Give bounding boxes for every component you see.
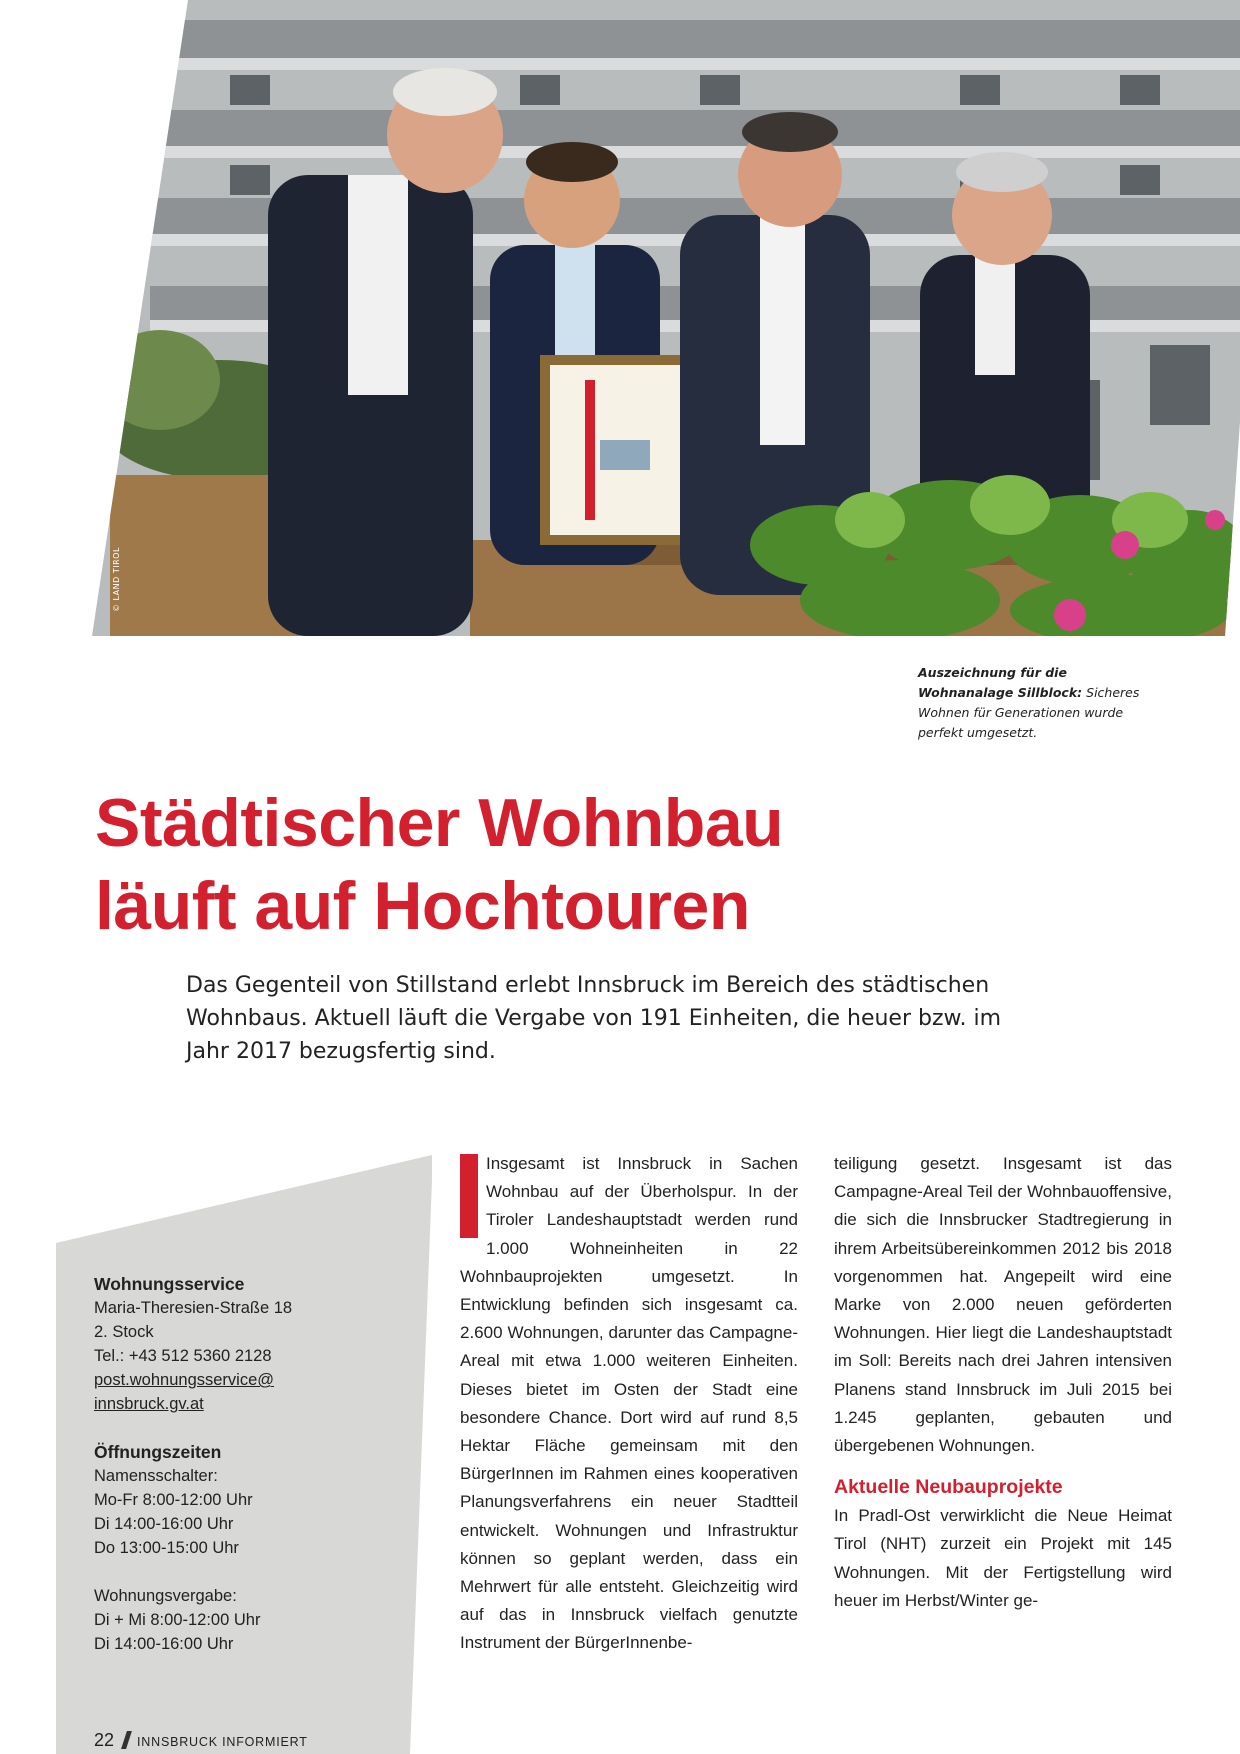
service-info bbox=[94, 1272, 394, 1656]
body-column-1 bbox=[460, 1150, 798, 1658]
counter-label: Namensschalter: bbox=[94, 1467, 218, 1485]
headline-line-1: Städtischer Wohnbau bbox=[95, 785, 784, 861]
drop-cap-bar-icon bbox=[460, 1154, 478, 1238]
body-column-2 bbox=[834, 1150, 1172, 1615]
service-phone: Tel.: +43 512 5360 2128 bbox=[94, 1347, 272, 1365]
caption-bold: Auszeichnung für die Wohnanalage Sillblock: bbox=[918, 665, 1083, 700]
body-paragraph-2: teiligung gesetzt. Insgesamt ist das Campagne-Areal Teil der Wohnbauoffensive, die sich die Innsbrucker Stadtregierung in ihrem Arbeitsübereinkommen 2012 bis 2018 vorgenommen hat. Angepeilt wird eine Marke von 2.000 neuen geförderten Wohnungen. Hier liegt die Landeshauptstadt im Soll: Bereits nach drei Jahren intensiven Planens stand Innsbruck im Juli 2015 bei 1.245 geplanten, gebauten und übergebenen Wohnungen. bbox=[834, 1154, 1172, 1456]
photo-caption bbox=[918, 663, 1158, 743]
body-paragraph-1: Insgesamt ist Innsbruck in Sachen Wohnbau auf der Überholspur. In der Tiroler Landeshauptstadt werden rund 1.000 Wohneinheiten in 22 Wohnbauprojekten umgesetzt. In Entwicklung befinden sich insgesamt ca. 2.600 Wohnungen, darunter das Campagne-Areal mit etwa 1.000 weiteren Einheiten. Dieses bietet im Osten der Stadt eine besondere Chance. Dort wird auf rund 8,5 Hektar Fläche gemeinsam mit den BürgerInnen im Rahmen eines kooperativen Planungsverfahrens ein neuer Stadtteil entwickelt. Wohnungen und Infrastruktur können so geplant werden, dass ein Mehrwert für alle entsteht. Gleichzeitig wird auf das in Innsbruck vielfach genutzte Instrument der BürgerInnenbe- bbox=[460, 1154, 798, 1653]
opening-hours-title: Öffnungszeiten bbox=[94, 1442, 222, 1462]
counter-hours-3: Do 13:00-15:00 Uhr bbox=[94, 1539, 239, 1557]
article-headline bbox=[95, 782, 783, 948]
service-floor: 2. Stock bbox=[94, 1323, 154, 1341]
service-title: Wohnungsservice bbox=[94, 1274, 245, 1294]
hero-photo-illustration bbox=[0, 0, 1240, 636]
subheading: Aktuelle Neubauprojekte bbox=[834, 1476, 1063, 1499]
allocation-hours-2: Di 14:00-16:00 Uhr bbox=[94, 1635, 234, 1653]
spacer bbox=[94, 1416, 394, 1440]
counter-hours-1: Mo-Fr 8:00-12:00 Uhr bbox=[94, 1491, 253, 1509]
counter-hours-2: Di 14:00-16:00 Uhr bbox=[94, 1515, 234, 1533]
hero-photo bbox=[0, 0, 1240, 636]
magazine-name: INNSBRUCK INFORMIERT bbox=[137, 1735, 308, 1749]
footer-slash-icon bbox=[121, 1731, 132, 1749]
headline-line-2: läuft auf Hochtouren bbox=[95, 868, 750, 944]
service-address: Maria-Theresien-Straße 18 bbox=[94, 1299, 293, 1317]
article-lead: Das Gegenteil von Stillstand erlebt Innsbruck im Bereich des städtischen Wohnbaus. Aktuell läuft die Vergabe von 191 Einheiten, die heuer bzw. im Jahr 2017 bezugsfertig sind. bbox=[186, 973, 1002, 1064]
caption-text: Sicheres Wohnen für Generationen wurde perfekt umgesetzt. bbox=[918, 685, 1140, 740]
service-email-line-2[interactable]: innsbruck.gv.at bbox=[94, 1395, 204, 1413]
spacer bbox=[94, 1560, 394, 1584]
page-footer bbox=[94, 1730, 308, 1751]
photo-credit: © LAND TIROL bbox=[112, 547, 121, 612]
body-paragraph-3: In Pradl-Ost verwirklicht die Neue Heimat Tirol (NHT) zurzeit ein Projekt mit 145 Wohnungen. Mit der Fertigstellung wird heuer im Herbst/Winter ge- bbox=[834, 1506, 1172, 1610]
allocation-hours-1: Di + Mi 8:00-12:00 Uhr bbox=[94, 1611, 261, 1629]
page-number: 22 bbox=[94, 1730, 115, 1750]
allocation-label: Wohnungsvergabe: bbox=[94, 1587, 237, 1605]
service-email-line-1[interactable]: post.wohnungsservice@ bbox=[94, 1371, 275, 1389]
